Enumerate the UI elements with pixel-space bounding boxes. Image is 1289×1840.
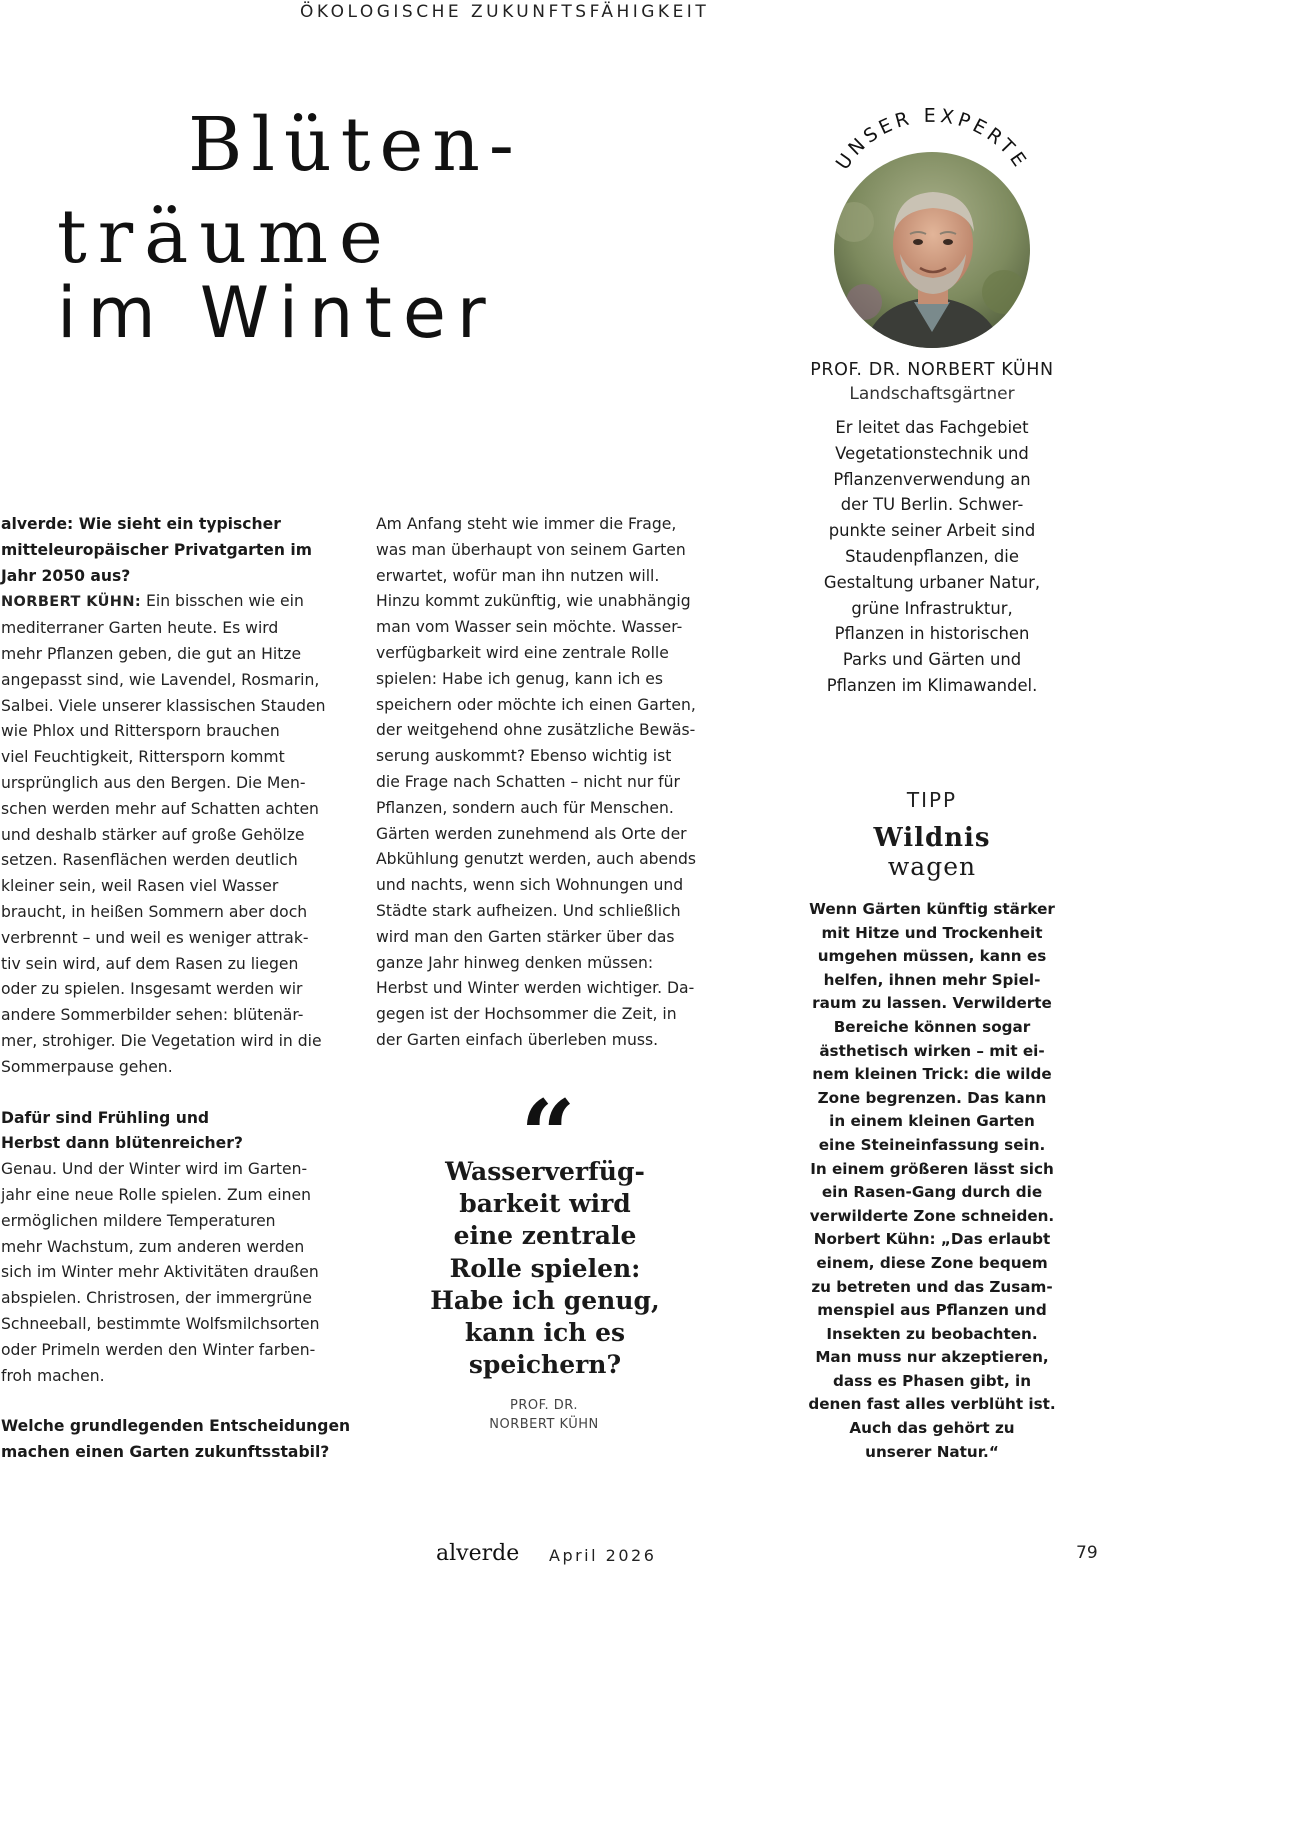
answer-line: jahr eine neue Rolle spielen. Zum einen	[1, 1185, 311, 1204]
footer-brand-logo: alverde	[436, 1541, 520, 1566]
question-line: Welche grundlegenden Entscheidungen	[1, 1417, 351, 1436]
answer-line: Gärten werden zunehmend als Orte der	[376, 824, 687, 843]
expert-role: Landschaftsgärtner	[849, 384, 1015, 404]
tip-line: nem kleinen Trick: die wilde	[812, 1065, 1052, 1084]
answer-line: die Frage nach Schatten – nicht nur für	[376, 772, 680, 791]
pull-quote-attribution	[444, 1396, 644, 1434]
answer-line: Schneeball, bestimmte Wolfsmilchsorten	[1, 1314, 320, 1333]
tip-line: unserer Natur.“	[865, 1442, 999, 1461]
expert-bio	[790, 415, 1074, 699]
answer-line: Herbst und Winter werden wichtiger. Da-	[376, 979, 695, 998]
answer-line: serung auskommt? Ebenso wichtig ist	[376, 747, 672, 766]
tip-title: Wildnis	[873, 823, 991, 853]
footer-issue-date: April 2026	[549, 1546, 657, 1565]
answer-line: ursprünglich aus den Bergen. Die Men-	[1, 773, 306, 792]
tip-line: Man muss nur akzeptieren,	[815, 1348, 1049, 1367]
pull-quote-line: Rolle spielen:	[449, 1253, 641, 1283]
bio-line: Er leitet das Fachgebiet	[835, 418, 1029, 437]
pull-quote-line: speichern?	[468, 1350, 622, 1380]
tip-subtitle: wagen	[887, 852, 977, 881]
question-line: Jahr 2050 aus?	[1, 566, 131, 585]
answer-line: Abkühlung genutzt werden, auch abends	[376, 850, 697, 869]
answer-line: abspielen. Christrosen, der immergrüne	[1, 1289, 312, 1308]
answer-text: Ein bisschen wie ein	[141, 592, 304, 611]
question-line: Dafür sind Frühling und	[1, 1108, 210, 1127]
pull-quote-line: kann ich es	[464, 1318, 626, 1348]
answer-line: der Garten einfach überleben muss.	[376, 1030, 659, 1049]
pull-quote	[410, 1156, 680, 1381]
tip-line: Bereiche können sogar	[833, 1017, 1031, 1036]
tip-line: Norbert Kühn: „Das erlaubt	[813, 1230, 1051, 1249]
tip-line: Insekten zu beobachten.	[826, 1324, 1038, 1343]
answer-line: der weitgehend ohne zusätzliche Bewäs-	[376, 721, 696, 740]
answer-line: Am Anfang steht wie immer die Frage,	[376, 515, 677, 533]
answer-line: angepasst sind, wie Lavendel, Rosmarin,	[1, 670, 320, 689]
bio-line: grüne Infrastruktur,	[851, 598, 1013, 618]
answer-line: setzen. Rasenflächen werden deutlich	[1, 851, 298, 870]
tip-line: raum zu lassen. Verwilderte	[812, 994, 1052, 1013]
answer-line: Hinzu kommt zukünftig, wie unabhängig	[376, 592, 691, 611]
expert-portrait	[834, 152, 1030, 348]
bio-line: Vegetationstechnik und	[835, 443, 1029, 463]
pull-quote-line: Habe ich genug,	[430, 1285, 660, 1315]
bio-line: punkte seiner Arbeit sind	[828, 521, 1036, 541]
tip-line: helfen, ihnen mehr Spiel-	[823, 970, 1041, 989]
pull-quote-line: barkeit wird	[459, 1189, 631, 1219]
tip-line: zu betreten und das Zusam-	[811, 1277, 1053, 1296]
answer-line: mehr Wachstum, zum anderen werden	[1, 1237, 305, 1256]
bio-line: Pflanzen in historischen	[834, 624, 1030, 644]
bio-line: Staudenpflanzen, die	[845, 546, 1019, 566]
answer-line: ermöglichen mildere Temperaturen	[1, 1211, 276, 1230]
tip-line: Zone begrenzen. Das kann	[817, 1088, 1047, 1107]
attribution-line: NORBERT KÜHN	[489, 1417, 599, 1432]
tip-label: TIPP	[906, 788, 958, 812]
answer-line: froh machen.	[1, 1366, 105, 1385]
tip-text	[800, 898, 1064, 1464]
answer-line: man vom Wasser sein möchte. Wasser-	[376, 618, 683, 637]
bio-line: Pflanzenverwendung an	[833, 469, 1031, 489]
answer-line: Sommerpause gehen.	[1, 1057, 173, 1076]
answer-line: sich im Winter mehr Aktivitäten draußen	[1, 1263, 319, 1282]
answer-line: gegen ist der Hochsommer die Zeit, in	[376, 1005, 677, 1024]
answer-line: wird man den Garten stärker über das	[376, 927, 675, 946]
title-line-2: träume	[57, 194, 394, 280]
section-kicker: ÖKOLOGISCHE ZUKUNFTSFÄHIGKEIT	[300, 2, 710, 22]
tip-line: mit Hitze und Trockenheit	[821, 923, 1043, 942]
tip-line: menspiel aus Pflanzen und	[817, 1301, 1047, 1320]
pull-quote-line: Wasserverfüg-	[445, 1157, 645, 1186]
title-line-1: Blüten-	[188, 102, 523, 188]
answer-line: Salbei. Viele unserer klassischen Stauden	[1, 696, 326, 715]
tip-line: Wenn Gärten künftig stärker	[809, 900, 1055, 918]
tip-line: einem, diese Zone bequem	[816, 1253, 1048, 1272]
answer-line: und deshalb stärker auf große Gehölze	[1, 825, 305, 844]
bio-line: der TU Berlin. Schwer-	[840, 495, 1024, 515]
answer-line: verfügbarkeit wird eine zentrale Rolle	[376, 643, 669, 662]
answer-line: Städte stark aufheizen. Und schließlich	[376, 901, 681, 920]
tip-line: eine Steineinfassung sein.	[818, 1135, 1046, 1154]
tip-line: ästhetisch wirken – mit ei-	[819, 1041, 1045, 1060]
tip-line: In einem größeren lässt sich	[810, 1159, 1054, 1178]
answer-line: andere Sommerbilder sehen: blütenär-	[1, 1006, 304, 1025]
answer-line: erwartet, wofür man ihn nutzen will.	[376, 566, 660, 585]
tip-line: ein Rasen-Gang durch die	[821, 1183, 1043, 1202]
answer-line: was man überhaupt von seinem Garten	[376, 540, 686, 559]
bio-line: Gestaltung urbaner Natur,	[823, 572, 1041, 592]
answer-first-line	[1, 589, 351, 616]
quote-mark-icon: “	[520, 1079, 576, 1192]
expert-name: PROF. DR. NORBERT KÜHN	[810, 360, 1054, 380]
tip-line: Auch das gehört zu	[849, 1419, 1015, 1438]
answer-line: speichern oder möchte ich einen Garten,	[376, 695, 696, 714]
answer-line: oder zu spielen. Insgesamt werden wir	[1, 980, 303, 999]
answer-line: verbrennt – und weil es weniger attrak-	[1, 928, 309, 947]
answer-line: und nachts, wenn sich Wohnungen und	[376, 876, 684, 895]
tip-line: dass es Phasen gibt, in	[832, 1371, 1032, 1390]
tip-line: denen fast alles verblüht ist.	[808, 1395, 1056, 1414]
tip-line: umgehen müssen, kann es	[817, 947, 1047, 966]
answer-line: ganze Jahr hinweg denken müssen:	[376, 953, 654, 972]
answer-line: schen werden mehr auf Schatten achten	[1, 799, 319, 818]
answer-line: oder Primeln werden den Winter farben-	[1, 1340, 316, 1359]
answer-line: mehr Pflanzen geben, die gut an Hitze	[1, 644, 302, 663]
attribution-line: PROF. DR.	[510, 1398, 578, 1413]
answer-line: mediterraner Garten heute. Es wird	[1, 619, 279, 638]
answer-line: spielen: Habe ich genug, kann ich es	[376, 669, 664, 688]
title-line-3: im Winter	[57, 272, 497, 354]
answer-line: Genau. Und der Winter wird im Garten-	[1, 1160, 308, 1179]
answer-line: braucht, in heißen Sommern aber doch	[1, 902, 308, 921]
question-line: mitteleuropäischer Privatgarten im	[1, 540, 312, 559]
answer-line: wie Phlox und Rittersporn brauchen	[1, 722, 280, 741]
interview-column-2	[376, 512, 726, 1054]
answer-line: Pflanzen, sondern auch für Menschen.	[376, 798, 674, 817]
question-line: alverde: Wie sieht ein typischer	[1, 515, 281, 533]
expert-badge-text: UNSER EXPERTE	[831, 104, 1033, 174]
bio-line: Parks und Gärten und	[842, 650, 1022, 670]
interview-column-1	[1, 512, 351, 1466]
question-line: machen einen Garten zukunftsstabil?	[1, 1443, 330, 1462]
bio-line: Pflanzen im Klimawandel.	[826, 675, 1038, 695]
question-line: Herbst dann blütenreicher?	[1, 1134, 243, 1153]
tip-line: in einem kleinen Garten	[829, 1112, 1035, 1131]
answer-line: viel Feuchtigkeit, Rittersporn kommt	[1, 748, 285, 767]
tip-line: verwilderte Zone schneiden.	[809, 1206, 1055, 1225]
answer-line: tiv sein wird, auf dem Rasen zu liegen	[1, 954, 299, 973]
answer-line: kleiner sein, weil Rasen viel Wasser	[1, 877, 279, 896]
page-number: 79	[1076, 1543, 1098, 1563]
answer-line: mer, strohiger. Die Vegetation wird in die	[1, 1031, 322, 1050]
speaker-label: NORBERT KÜHN:	[1, 594, 142, 611]
pull-quote-line: eine zentrale	[453, 1221, 637, 1251]
